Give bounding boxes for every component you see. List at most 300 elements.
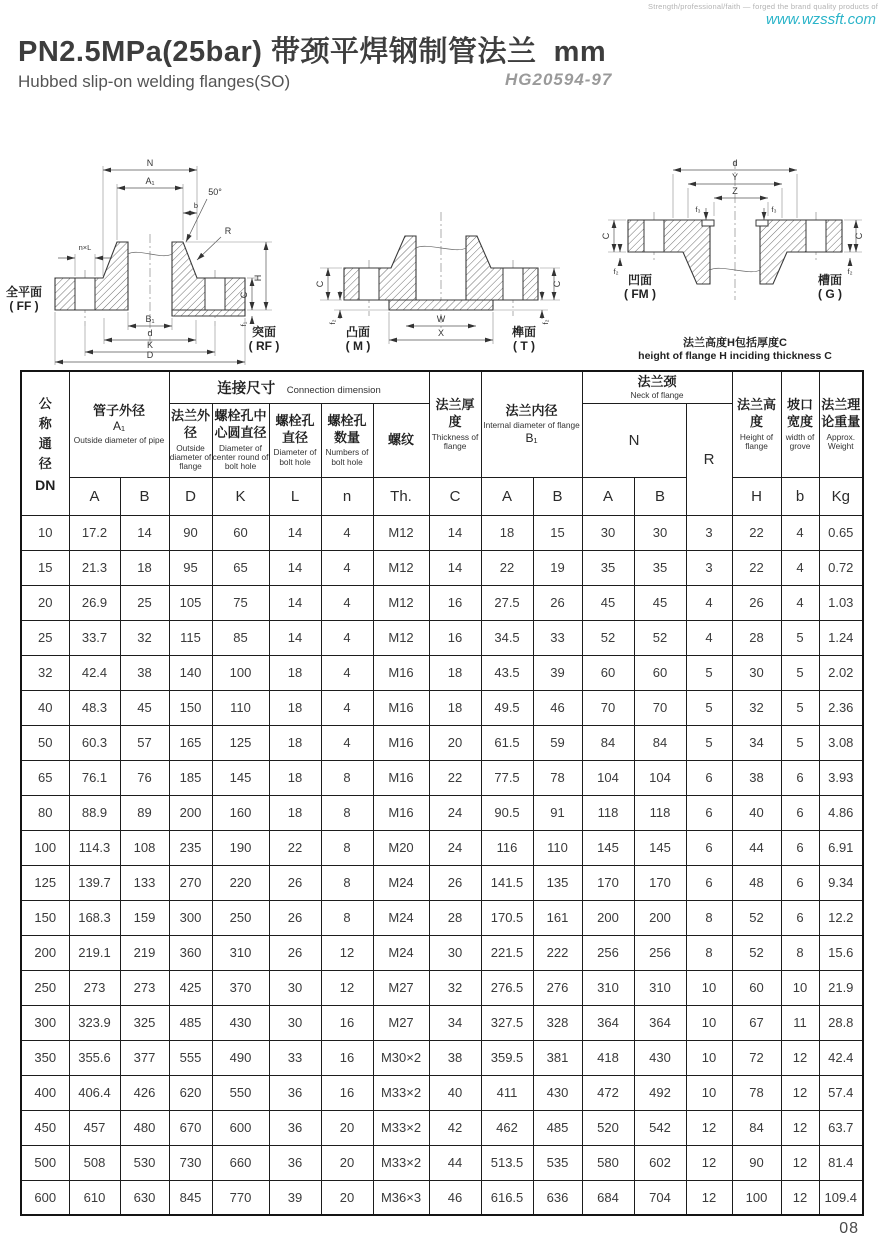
cell: 30	[269, 1005, 321, 1040]
cell: 5	[781, 655, 819, 690]
cell: 18	[269, 760, 321, 795]
cell: 45	[120, 690, 169, 725]
cell: 90	[732, 1145, 781, 1180]
cell: 63.7	[819, 1110, 863, 1145]
dim-W: W	[436, 314, 446, 324]
bolt-circle-cn: 螺栓孔中心圆直径	[214, 408, 267, 441]
cell: 219	[120, 935, 169, 970]
cell: 52	[582, 620, 634, 655]
cell: 36	[269, 1075, 321, 1110]
cell: 20	[21, 585, 69, 620]
cell: 21.3	[69, 550, 120, 585]
page-title: PN2.5MPa(25bar) 带颈平焊钢制管法兰 mm	[18, 36, 607, 68]
cell: 425	[169, 970, 212, 1005]
cell: 200	[169, 795, 212, 830]
page-subtitle: Hubbed slip-on welding flanges(SO)	[18, 72, 291, 91]
col-thread	[373, 403, 429, 477]
cell: 190	[212, 830, 269, 865]
cell: 125	[21, 865, 69, 900]
col-neck-n: N	[582, 403, 686, 477]
cell: 91	[533, 795, 582, 830]
cell: 76	[120, 760, 169, 795]
cell: 26	[533, 585, 582, 620]
cell: 16	[429, 585, 481, 620]
groove-en: width of grove	[785, 431, 815, 451]
cell: 145	[582, 830, 634, 865]
cell: 14	[269, 620, 321, 655]
cell: 6	[686, 760, 732, 795]
flange-od-cn: 法兰外径	[170, 408, 210, 441]
cell: 110	[212, 690, 269, 725]
cell: 6	[686, 830, 732, 865]
cell: 28.8	[819, 1005, 863, 1040]
cell: 170	[634, 865, 686, 900]
cell: 30	[429, 935, 481, 970]
dim-D: D	[146, 350, 154, 360]
table-row	[21, 865, 863, 900]
cell: 5	[781, 725, 819, 760]
cell: 310	[634, 970, 686, 1005]
cell: 250	[21, 970, 69, 1005]
caption-en: height of flange H inciding thickness C	[638, 350, 832, 362]
cell: 12	[686, 1145, 732, 1180]
flange-id-symbol: B₁	[525, 430, 538, 445]
cell: 3	[686, 550, 732, 585]
cell: 32	[429, 970, 481, 1005]
cell: 28	[429, 900, 481, 935]
cell: M12	[373, 515, 429, 550]
cell: 14	[269, 515, 321, 550]
col-flange-id	[481, 371, 582, 477]
cell: 36	[269, 1110, 321, 1145]
cell: 22	[732, 550, 781, 585]
cell: M33×2	[373, 1075, 429, 1110]
drawing-caption	[588, 334, 882, 362]
cell: 25	[21, 620, 69, 655]
cell: 22	[429, 760, 481, 795]
cell: 6	[781, 865, 819, 900]
col-bolt-num	[321, 403, 373, 477]
cell: 84	[634, 725, 686, 760]
cell: 26	[732, 585, 781, 620]
cell: 65	[21, 760, 69, 795]
cell: 325	[120, 1005, 169, 1040]
cell: 125	[212, 725, 269, 760]
flange-od-en: Outside diameter of flange	[169, 442, 212, 472]
cell: 310	[582, 970, 634, 1005]
cell: 550	[212, 1075, 269, 1110]
col-neck-r: R	[686, 403, 732, 515]
cell: 118	[582, 795, 634, 830]
cell: 5	[781, 690, 819, 725]
cell: 46	[533, 690, 582, 725]
cell: 8	[321, 795, 373, 830]
cell: M16	[373, 760, 429, 795]
cell: 70	[634, 690, 686, 725]
cell: 845	[169, 1180, 212, 1215]
website-link[interactable]: www.wzssft.com	[765, 11, 876, 28]
connection-en: Connection dimension	[286, 384, 381, 396]
cell: 359.5	[481, 1040, 533, 1075]
dim-K: K	[146, 340, 154, 350]
bolt-dia-en: Diameter of bolt hole	[273, 447, 317, 467]
cell: 5	[686, 655, 732, 690]
letter-L: L	[269, 477, 321, 515]
col-connection	[169, 371, 429, 403]
cell: 5	[781, 620, 819, 655]
col-dn	[21, 371, 69, 515]
cell: 30	[732, 655, 781, 690]
letter-b: b	[781, 477, 819, 515]
cell: M24	[373, 900, 429, 935]
table-row	[21, 1110, 863, 1145]
cell: M24	[373, 865, 429, 900]
cell: 273	[69, 970, 120, 1005]
cell: 18	[269, 725, 321, 760]
table-row	[21, 970, 863, 1005]
cell: 520	[582, 1110, 634, 1145]
cell: 492	[634, 1075, 686, 1110]
cell: 145	[634, 830, 686, 865]
standard-code: HG20594-97	[505, 70, 613, 89]
cell: 34	[732, 725, 781, 760]
cell: 33	[269, 1040, 321, 1075]
cell: 364	[634, 1005, 686, 1040]
cell: 57.4	[819, 1075, 863, 1110]
cell: 377	[120, 1040, 169, 1075]
face-code-m: ( M )	[345, 339, 371, 353]
table-row	[21, 760, 863, 795]
cell: 16	[321, 1005, 373, 1040]
connection-cn: 连接尺寸	[217, 380, 276, 397]
cell: 33	[533, 620, 582, 655]
cell: 8	[321, 830, 373, 865]
cell: 770	[212, 1180, 269, 1215]
cell: 12.2	[819, 900, 863, 935]
table-row	[21, 655, 863, 690]
cell: 139.7	[69, 865, 120, 900]
cell: 36	[269, 1145, 321, 1180]
groove-notch	[702, 220, 714, 226]
face-label-rf: 突面	[251, 325, 277, 339]
flange-section-ff-rf-svg	[0, 150, 294, 366]
cell: 70	[582, 690, 634, 725]
cell: 4	[321, 690, 373, 725]
dim-f3a: f₃	[695, 205, 701, 214]
cell: 219.1	[69, 935, 120, 970]
cell: 75	[212, 585, 269, 620]
cell: 20	[321, 1145, 373, 1180]
flange-id-cn: 法兰内径	[505, 402, 558, 418]
cell: 33.7	[69, 620, 120, 655]
technical-drawings	[0, 150, 883, 366]
flange-id-en: Internal diameter of flange	[483, 420, 580, 431]
cell: 35	[582, 550, 634, 585]
cell: 4	[321, 515, 373, 550]
col-bolt-circle	[212, 403, 269, 477]
cell: 26	[269, 900, 321, 935]
letter-A3: A	[582, 477, 634, 515]
cell: 12	[781, 1145, 819, 1180]
cell: 39	[269, 1180, 321, 1215]
cell: 141.5	[481, 865, 533, 900]
flange-section-fm-g-svg	[588, 150, 882, 306]
cell: 276.5	[481, 970, 533, 1005]
cell: 52	[732, 935, 781, 970]
cell: 364	[582, 1005, 634, 1040]
cell: 10	[21, 515, 69, 550]
cell: 200	[634, 900, 686, 935]
cell: 19	[533, 550, 582, 585]
spec-table-wrap	[20, 370, 864, 1216]
cell: 0.65	[819, 515, 863, 550]
weight-en: Approx. Weight	[826, 431, 856, 451]
cell: 160	[212, 795, 269, 830]
cell: 65	[212, 550, 269, 585]
face-code-ff: ( FF )	[9, 299, 39, 313]
cell: 38	[732, 760, 781, 795]
cell: 39	[533, 655, 582, 690]
cell: 300	[21, 1005, 69, 1040]
cell: 15.6	[819, 935, 863, 970]
cell: M27	[373, 970, 429, 1005]
cell: 27.5	[481, 585, 533, 620]
cell: 14	[269, 550, 321, 585]
cell: 508	[69, 1145, 120, 1180]
cell: 430	[533, 1075, 582, 1110]
cell: 45	[634, 585, 686, 620]
dim-R: R	[224, 226, 232, 236]
cell: 620	[169, 1075, 212, 1110]
cell: 4	[781, 585, 819, 620]
table-body	[21, 515, 863, 1215]
cell: 10	[686, 1005, 732, 1040]
dim-50deg: 50°	[208, 187, 222, 197]
cell: 411	[481, 1075, 533, 1110]
dimension-lines	[601, 158, 864, 276]
pipe-od-en: Outside diameter of pipe	[73, 435, 165, 446]
cell: 9.34	[819, 865, 863, 900]
cell: 89	[120, 795, 169, 830]
table-row	[21, 830, 863, 865]
cell: 34.5	[481, 620, 533, 655]
cell: 323.9	[69, 1005, 120, 1040]
dim-C: C	[315, 280, 325, 288]
cell: 222	[533, 935, 582, 970]
cell: 235	[169, 830, 212, 865]
table-row	[21, 1005, 863, 1040]
cell: 6	[781, 830, 819, 865]
cell: 600	[212, 1110, 269, 1145]
cell: M12	[373, 585, 429, 620]
cell: 480	[120, 1110, 169, 1145]
cell: 200	[582, 900, 634, 935]
dim-d: d	[732, 158, 738, 168]
cell: 32	[21, 655, 69, 690]
dim-C: C	[239, 291, 249, 299]
cell: 273	[120, 970, 169, 1005]
cell: 418	[582, 1040, 634, 1075]
cell: 100	[21, 830, 69, 865]
groove-notch	[756, 220, 768, 226]
table-row	[21, 1040, 863, 1075]
face-label-fm: 凹面	[627, 273, 653, 287]
cell: 4	[686, 585, 732, 620]
dim-C2: C	[854, 232, 864, 240]
cell: 44	[732, 830, 781, 865]
dim-f2: f₂	[328, 319, 337, 325]
cell: 485	[169, 1005, 212, 1040]
dim-A1: A₁	[145, 176, 155, 186]
cell: 84	[732, 1110, 781, 1145]
cell: 12	[781, 1040, 819, 1075]
cell: 60.3	[69, 725, 120, 760]
cell: 530	[120, 1145, 169, 1180]
letter-B: B	[120, 477, 169, 515]
bolt-num-cn: 螺栓孔数量	[327, 413, 367, 445]
flange-section-m-t-svg	[294, 150, 588, 366]
cell: 4	[781, 515, 819, 550]
drawing-fm-g	[588, 150, 882, 366]
cell: 4	[321, 620, 373, 655]
cell: 90.5	[481, 795, 533, 830]
dim-X: X	[437, 328, 445, 338]
cell: 704	[634, 1180, 686, 1215]
cell: M16	[373, 690, 429, 725]
cell: 90	[169, 515, 212, 550]
drawing-m-t	[294, 150, 588, 366]
cell: 60	[634, 655, 686, 690]
cell: 24	[429, 795, 481, 830]
cell: 26	[429, 865, 481, 900]
cell: 8	[686, 935, 732, 970]
cell: 6	[686, 795, 732, 830]
cell: 610	[69, 1180, 120, 1215]
cell: 11	[781, 1005, 819, 1040]
neck-cn: 法兰颈	[637, 374, 677, 390]
cell: 0.72	[819, 550, 863, 585]
cell: 10	[686, 1040, 732, 1075]
cell: 46	[429, 1180, 481, 1215]
dimension-lines	[55, 158, 272, 365]
cell: 45	[582, 585, 634, 620]
cell: 2.02	[819, 655, 863, 690]
cell: 28	[732, 620, 781, 655]
bolt-num-en: Numbers of bolt hole	[325, 447, 369, 467]
cell: 16	[321, 1040, 373, 1075]
height-cn: 法兰高度	[737, 397, 777, 429]
cell: 100	[212, 655, 269, 690]
cell: 300	[169, 900, 212, 935]
cell: 670	[169, 1110, 212, 1145]
col-thickness	[429, 371, 481, 477]
cell: 38	[429, 1040, 481, 1075]
cell: 221.5	[481, 935, 533, 970]
dim-f1: f₁	[239, 321, 248, 327]
cell: 14	[429, 515, 481, 550]
cell: 12	[781, 1075, 819, 1110]
cell: 406.4	[69, 1075, 120, 1110]
bolt-dia-cn: 螺栓孔直径	[275, 413, 315, 445]
cell: M20	[373, 830, 429, 865]
height-en: Height of flange	[739, 431, 774, 451]
cell: 110	[533, 830, 582, 865]
cell: 256	[582, 935, 634, 970]
cell: 200	[21, 935, 69, 970]
letter-D: D	[169, 477, 212, 515]
dim-C2: C	[552, 280, 562, 288]
pipe-od-cn: 管子外径	[92, 402, 145, 418]
cell: 40	[732, 795, 781, 830]
cell: 48	[732, 865, 781, 900]
face-label-m: 凸面	[345, 325, 371, 339]
col-height	[732, 371, 781, 477]
cell: 730	[169, 1145, 212, 1180]
cell: 3.93	[819, 760, 863, 795]
cell: 310	[212, 935, 269, 970]
cell: 22	[269, 830, 321, 865]
cell: 3.08	[819, 725, 863, 760]
cell: 35	[634, 550, 686, 585]
cell: 159	[120, 900, 169, 935]
cell: 4	[321, 585, 373, 620]
cell: 485	[533, 1110, 582, 1145]
cell: 50	[21, 725, 69, 760]
cell: 6	[686, 865, 732, 900]
cell: 370	[212, 970, 269, 1005]
cell: 145	[212, 760, 269, 795]
letter-Th: Th.	[373, 477, 429, 515]
cell: 49.5	[481, 690, 533, 725]
cell: 270	[169, 865, 212, 900]
cell: 1.24	[819, 620, 863, 655]
cell: 135	[533, 865, 582, 900]
bolt-hole	[359, 268, 379, 300]
dim-Y: Y	[731, 172, 739, 182]
dn-label-code: DN	[35, 476, 56, 493]
cell: 22	[732, 515, 781, 550]
letter-K: K	[212, 477, 269, 515]
cell: 10	[686, 1075, 732, 1110]
cell: 26	[269, 935, 321, 970]
cell: 165	[169, 725, 212, 760]
face-code-rf: ( RF )	[248, 339, 280, 353]
table-row	[21, 1180, 863, 1215]
cell: 170	[582, 865, 634, 900]
table-row	[21, 935, 863, 970]
cell: 12	[321, 970, 373, 1005]
letter-H: H	[732, 477, 781, 515]
cell: 161	[533, 900, 582, 935]
cell: 4	[321, 655, 373, 690]
col-bolt-dia	[269, 403, 321, 477]
cell: 42	[429, 1110, 481, 1145]
flange-spec-table	[20, 370, 864, 1216]
cell: 60	[212, 515, 269, 550]
cell: 17.2	[69, 515, 120, 550]
cell: 457	[69, 1110, 120, 1145]
cell: 490	[212, 1040, 269, 1075]
dim-f2b: f₂	[847, 267, 853, 276]
cell: 350	[21, 1040, 69, 1075]
cell: 61.5	[481, 725, 533, 760]
thickness-en: Thickness of flange	[431, 431, 479, 451]
cell: 109.4	[819, 1180, 863, 1215]
cell: 18	[120, 550, 169, 585]
table-row	[21, 1075, 863, 1110]
table-row	[21, 690, 863, 725]
cell: 602	[634, 1145, 686, 1180]
